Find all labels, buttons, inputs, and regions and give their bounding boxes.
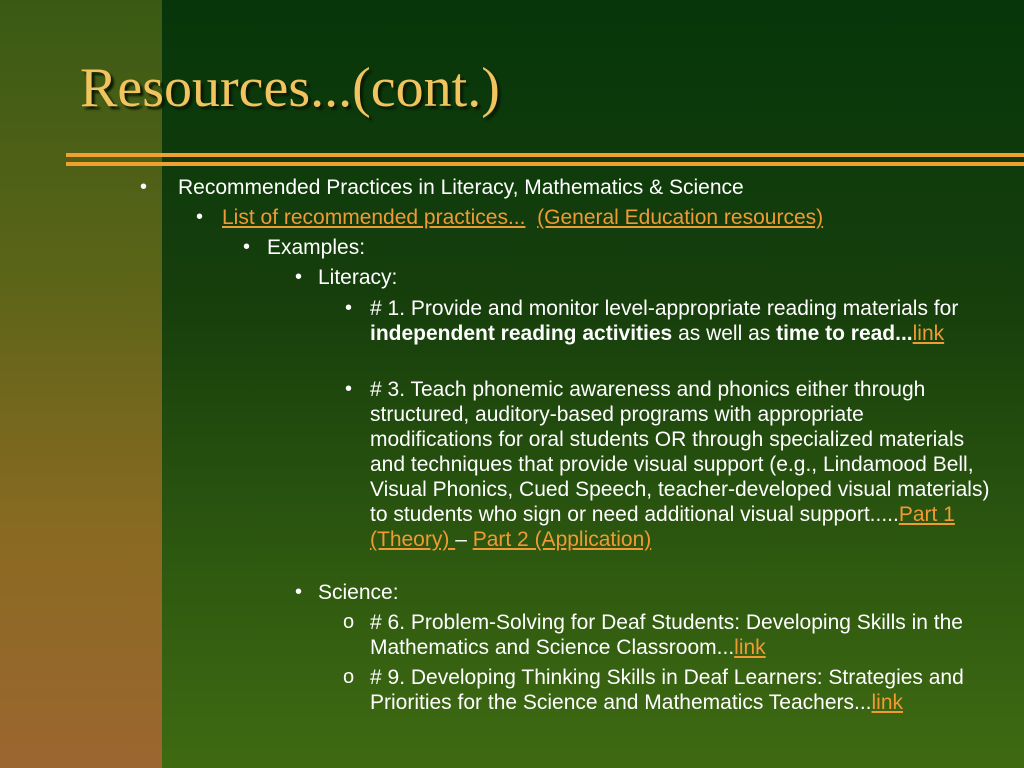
part-1-theory-link[interactable]: Part 1 (Theory)	[370, 503, 955, 551]
bullet-text: Examples:	[267, 236, 366, 259]
bullet-marker: o	[343, 666, 355, 688]
bullet-text: # 3. Teach phonemic awareness and phonics either through structured, auditory-based programs with appropriate modifications for oral students OR through specialized materials and techniques that provide visual support (e.g., Lindamood Bell, Visual Phonics, Cued Speech, teacher-developed visual materials) to students who sign or need additional visual support.....Part 1 (Theory) – Part 2 (Application)	[370, 378, 990, 551]
bullet-marker: •	[345, 378, 353, 400]
title-underline-bottom	[66, 162, 1024, 166]
general-education-resources-link[interactable]: (General Education resources)	[537, 206, 824, 229]
bullet-text: # 9. Developing Thinking Skills in Deaf Learners: Strategies and Priorities for the Science and Mathematics Teachers...link	[370, 666, 964, 714]
bullet-marker: •	[295, 266, 303, 288]
bold-phrase: time to read...	[776, 322, 913, 345]
bullet-marker: o	[343, 611, 355, 633]
bold-phrase: independent reading activities	[370, 322, 673, 345]
bullet-links	[222, 205, 996, 230]
bullet-text: # 6. Problem-Solving for Deaf Students: Developing Skills in the Mathematics and Science Classroom...link	[370, 611, 963, 659]
bullet-item-practice-9	[343, 665, 1003, 715]
bullet-text: Science:	[318, 581, 399, 604]
list-of-practices-link[interactable]: List of recommended practices...	[222, 206, 526, 229]
slide-title: Resources...(cont.)	[80, 57, 500, 119]
bullet-item-science	[295, 580, 895, 605]
title-underline-top	[66, 153, 1024, 157]
bullet-marker: •	[196, 206, 204, 228]
bullet-item-practice-1	[345, 296, 985, 346]
practice-9-link[interactable]: link	[871, 691, 904, 714]
bullet-text: # 1. Provide and monitor level-appropriate reading materials for independent reading activities as well as time to read...link	[370, 297, 959, 345]
bullet-item-links	[196, 205, 996, 230]
bullet-marker: •	[243, 236, 251, 258]
bullet-item-practice-3	[345, 377, 995, 552]
bullet-text: Recommended Practices in Literacy, Mathematics & Science	[178, 176, 744, 199]
bullet-text: Literacy:	[318, 266, 398, 289]
practice-6-link[interactable]: link	[734, 636, 766, 659]
bullet-marker: •	[295, 581, 303, 603]
practice-1-link[interactable]: link	[912, 322, 945, 345]
bullet-item-literacy	[295, 265, 895, 290]
bullet-marker: •	[140, 176, 148, 198]
part-2-application-link[interactable]: Part 2 (Application)	[472, 528, 652, 551]
bullet-marker: •	[345, 297, 353, 319]
bullet-item-recommended-practices	[140, 175, 1000, 200]
bullet-item-practice-6	[343, 610, 1003, 660]
bullet-item-examples	[243, 235, 943, 260]
